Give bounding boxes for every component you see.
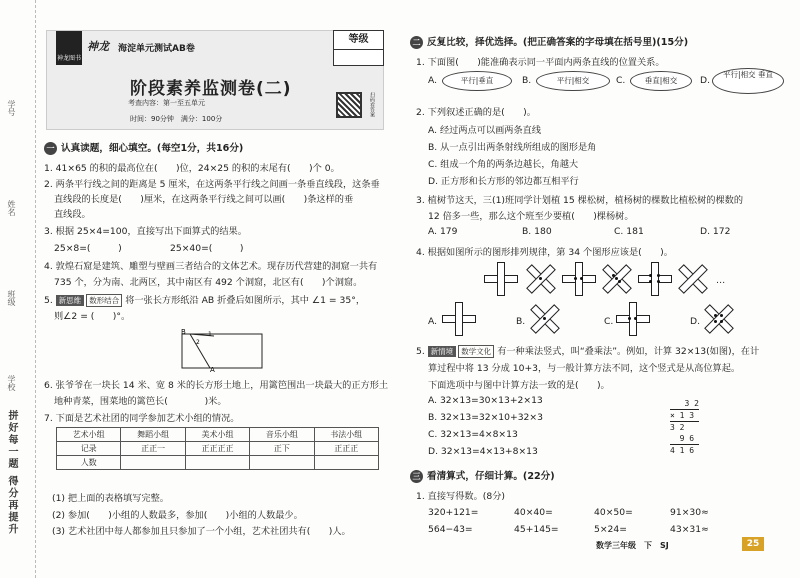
- pattern-dot: [618, 280, 621, 283]
- pattern-dot: [649, 280, 652, 283]
- table-cell: 美术小组: [185, 428, 249, 442]
- q2-2: 2. 下列叙述正确的是( )。: [416, 107, 536, 118]
- svg-text:A: A: [210, 366, 215, 372]
- q2-5-opt-b: B. 32×13=32×10+32×3: [428, 412, 543, 423]
- q2-3-opt-a: A. 179: [428, 226, 458, 237]
- svg-text:2: 2: [196, 339, 200, 346]
- shape-number-tag: 数形结合: [86, 294, 122, 307]
- pattern-figure-6: [676, 262, 710, 296]
- page-title: 阶段素养监测卷(二): [130, 79, 292, 99]
- q2-1-opt-a-diagram: 平行|垂直: [442, 71, 512, 91]
- pattern-figure-4: [600, 262, 634, 296]
- table-cell: 正正正: [314, 442, 378, 456]
- q1-4-line2: 735 个，分为南、北两区，其中南区有 492 个洞窟，北区有( )个洞窟。: [54, 277, 363, 288]
- q2-4: 4. 根据如图所示的图形排列规律，第 34 个图形应该是( )。: [416, 247, 673, 258]
- pattern-figure-2: [524, 262, 558, 296]
- table-cell: 人数: [57, 456, 121, 470]
- ovl-text: 相交 垂直: [740, 70, 773, 79]
- pattern-dot: [714, 314, 717, 317]
- q2-3-opt-d: D. 172: [700, 226, 731, 237]
- gutter-label-student-id: 学号: [7, 100, 16, 116]
- pattern-bar: [455, 302, 463, 336]
- svg-text:1: 1: [208, 331, 212, 338]
- ovl-text: 平行: [556, 76, 572, 85]
- grade-label: 等级: [333, 30, 384, 50]
- section-number: 三: [410, 470, 423, 483]
- q2-1-opt-b-diagram: 平行|相交: [536, 71, 610, 91]
- calc-item: 91×30≈: [670, 507, 709, 518]
- q1-4-line1: 4. 敦煌石窟是建筑、雕塑与壁画三者结合的文体艺术。现存历代营建的洞窟一共有: [44, 261, 378, 272]
- q2-3-opt-b: B. 180: [522, 226, 552, 237]
- full-score: 满分：100分: [180, 115, 223, 123]
- q1-2-line2: 直线段的长度是( )厘米，在这两条平行线之间可以画( )条这样的垂: [54, 194, 354, 205]
- q2-4-opt-c: C.: [604, 316, 614, 327]
- vm-line: 9 6: [670, 434, 695, 443]
- page-number: 25: [742, 537, 764, 551]
- q2-4-opt-b: B.: [516, 316, 526, 327]
- vm-line: 3 2: [670, 421, 699, 433]
- q2-5-line3: 下面选项中与图中计算方法一致的是( )。: [428, 380, 610, 391]
- qr-caption: 扫码看答案: [369, 92, 375, 117]
- section-3-title: [410, 468, 555, 483]
- q2-1-opt-b-letter: B.: [522, 75, 532, 86]
- table-cell: 书法小组: [314, 428, 378, 442]
- q1-6-line2: 地种青菜，围菜地的篱笆长( )米。: [54, 396, 227, 407]
- grade-blank: [333, 50, 384, 66]
- gutter-label-class: 班级: [7, 290, 16, 306]
- pattern-dot: [634, 317, 637, 320]
- q1-1: 1. 41×65 的积的最高位在( )位，24×25 的积的末尾有( )个 0。: [44, 163, 340, 174]
- q2-4-opt-b-figure: [528, 302, 562, 336]
- calc-item: 5×24=: [594, 524, 627, 535]
- ovl-text: 垂直: [644, 76, 660, 85]
- table-answer-cell[interactable]: [250, 456, 314, 470]
- binding-gutter: [0, 0, 36, 578]
- table-answer-cell[interactable]: [185, 456, 249, 470]
- q2-5-line2: 算过程中将 13 分成 10+3，与一般计算方法不同，这个竖式是从高位算起。: [428, 363, 741, 374]
- q1-7-2: (2) 参加( )小组的人数最多，参加( )小组的人数最少。: [52, 510, 303, 521]
- calc-item: 320+121=: [428, 507, 479, 518]
- q1-7: 7. 下面是艺术社团的同学参加艺术小组的情况。: [44, 413, 240, 424]
- q2-5-opt-d: D. 32×13=4×13+8×13: [428, 446, 538, 457]
- q2-1-opt-a-letter: A.: [428, 75, 438, 86]
- table-row: [57, 442, 379, 456]
- pattern-dot: [720, 314, 723, 317]
- section-heading: 看清算式，仔细计算。(22分): [427, 471, 555, 482]
- q2-4-opt-c-figure: [616, 302, 650, 336]
- pattern-dot: [657, 280, 660, 283]
- gutter-label-name: 姓名: [7, 200, 16, 216]
- gutter-slogan: 拼好每一题 得分再提升: [6, 410, 17, 536]
- gutter-label-school: 学校: [7, 375, 16, 391]
- section-heading: 认真读题，细心填空。(每空1分，共16分): [61, 143, 244, 154]
- q2-4-opt-d-figure: [702, 302, 736, 336]
- table-answer-cell[interactable]: [121, 456, 185, 470]
- table-cell: 音乐小组: [250, 428, 314, 442]
- q2-5-line1: 5. 新情境 数学文化 有一种乘法竖式，叫“叠乘法”。例如，计算 32×13(如图)，在计: [416, 346, 760, 357]
- pattern-dot: [720, 320, 723, 323]
- table-answer-cell[interactable]: [314, 456, 378, 470]
- q1-7-3: (3) 艺术社团中每人都参加且只参加了一个小组，艺术社团共有( )人。: [52, 526, 351, 537]
- folded-rectangle-figure: [180, 326, 270, 372]
- calc-item: 45+145=: [514, 524, 559, 535]
- q2-3-line2: 12 倍多一些，那么这个班至少要植( )棵杨树。: [428, 211, 634, 222]
- q2-1: 1. 下面图( )能准确表示同一平面内两条直线的位置关系。: [416, 57, 665, 68]
- new-thinking-tag: 新思维: [56, 295, 85, 306]
- pattern-figure-3: [562, 262, 596, 296]
- calc-item: 564−43=: [428, 524, 473, 535]
- q2-4-opt-a: A.: [428, 316, 438, 327]
- exam-scope: 考查内容：第一至五单元: [128, 99, 205, 107]
- ovl-text: 垂直: [478, 76, 494, 85]
- q2-1-opt-c-diagram: 垂直|相交: [630, 71, 692, 91]
- q1-6-line1: 6. 张爷爷在一块长 14 米、宽 8 米的长方形土地上，用篱笆围出一块最大的正方形土: [44, 380, 389, 391]
- pattern-dot: [649, 274, 652, 277]
- table-cell: 舞蹈小组: [121, 428, 185, 442]
- pattern-bar: [497, 262, 505, 296]
- q2-3-line1: 3. 植树节这天，三(1)班同学计划植 15 棵松树，植杨树的棵数比植松树的棵数的: [416, 195, 744, 206]
- calc-item: 43×31≈: [670, 524, 709, 535]
- time-limit: 时间：90分钟: [130, 115, 174, 123]
- table-row: [57, 456, 379, 470]
- table-cell: 正正一: [121, 442, 185, 456]
- q2-1-opt-d-letter: D.: [700, 75, 710, 86]
- pattern-dot: [615, 277, 618, 280]
- exam-meta: [130, 114, 222, 124]
- q2-5-text: 有一种乘法竖式，叫“叠乘法”。例如，计算 32×13(如图)，在计: [497, 346, 760, 357]
- q2-4-opt-d: D.: [690, 316, 700, 327]
- q1-2-line3: 直线段。: [54, 209, 91, 220]
- vm-line: 4 1 6: [670, 444, 699, 456]
- section-number: 一: [44, 142, 57, 155]
- section-2-title: [410, 34, 688, 49]
- q2-3-opt-c: C. 181: [614, 226, 644, 237]
- pattern-figure-5: [638, 262, 672, 296]
- q1-7-1: (1) 把上面的表格填写完整。: [52, 493, 169, 504]
- q2-2-opt-a: A. 经过两点可以画两条直线: [428, 125, 542, 136]
- section-number: 二: [410, 36, 423, 49]
- pattern-dot: [628, 317, 631, 320]
- pattern-dot: [574, 277, 577, 280]
- q2-2-opt-d: D. 正方形和长方形的邻边都互相平行: [428, 176, 579, 187]
- publisher-logo: 神龙图书: [56, 31, 82, 65]
- pattern-ellipsis: …: [716, 275, 726, 286]
- ovl-text: 相交: [574, 76, 590, 85]
- ovl-text: 平行: [460, 76, 476, 85]
- vm-line: 3 2: [670, 399, 699, 408]
- pattern-dot: [714, 320, 717, 323]
- vm-line: × 1 3: [670, 409, 699, 421]
- q2-5-opt-c: C. 32×13=4×8×13: [428, 429, 518, 440]
- calc-item: 40×50=: [594, 507, 633, 518]
- pattern-dot: [539, 277, 542, 280]
- table-header-row: [57, 428, 379, 442]
- art-group-table: [56, 427, 379, 470]
- ovl-text: 相交: [662, 76, 678, 85]
- ovl-text: 平行: [723, 70, 739, 79]
- section-heading: 反复比较，择优选择。(把正确答案的字母填在括号里)(15分): [427, 37, 689, 48]
- table-cell: 正正正正: [185, 442, 249, 456]
- new-context-tag: 新情境: [428, 346, 457, 357]
- q1-3a: 25×8=( ): [54, 243, 122, 254]
- pattern-figure-1: [484, 262, 518, 296]
- q3-1: 1. 直接写得数。(8分): [416, 491, 506, 502]
- q2-1-opt-d-diagram: 平行|相交 垂直: [712, 68, 784, 94]
- footer-subject: 数学三年级 下 SJ: [596, 541, 669, 550]
- q2-2-opt-b: B. 从一点引出两条射线所组成的图形是角: [428, 142, 597, 153]
- section-1-title: [44, 140, 243, 155]
- q1-5-text: 将一张长方形纸沿 AB 折叠后如图所示，其中 ∠1 = 35°，: [125, 295, 366, 306]
- q2-1-opt-c-letter: C.: [616, 75, 626, 86]
- vertical-multiplication: [670, 398, 699, 456]
- svg-text:B: B: [181, 328, 186, 336]
- qr-code-icon: [336, 92, 362, 118]
- q2-5-opt-a: A. 32×13=30×13+2×13: [428, 395, 543, 406]
- math-culture-tag: 数学文化: [458, 345, 494, 358]
- pattern-dot: [543, 317, 546, 320]
- calc-item: 40×40=: [514, 507, 553, 518]
- pattern-bar: [651, 262, 659, 296]
- pattern-dot: [580, 277, 583, 280]
- q1-3: 3. 根据 25×4=100，直接写出下面算式的结果。: [44, 226, 247, 237]
- q1-5-line1: 5. 新思维 数形结合 将一张长方形纸沿 AB 折叠后如图所示，其中 ∠1 = 35°，: [44, 295, 366, 306]
- q1-5-line2: 则∠2 = ( )°。: [54, 311, 131, 322]
- q2-2-opt-c: C. 组成一个角的两条边越长，角越大: [428, 159, 579, 170]
- q1-3b: 25×40=( ): [170, 243, 244, 254]
- pattern-dot: [657, 274, 660, 277]
- series-name: 海淀单元测试AB卷: [118, 44, 195, 54]
- table-cell: 记录: [57, 442, 121, 456]
- brand-name: 神龙: [87, 40, 109, 53]
- table-cell: 艺术小组: [57, 428, 121, 442]
- q2-4-opt-a-figure: [442, 302, 476, 336]
- table-cell: 正下: [250, 442, 314, 456]
- q1-2-line1: 2. 两条平行线之间的距离是 5 厘米，在这两条平行线之间画一条垂直线段，这条垂: [44, 179, 380, 190]
